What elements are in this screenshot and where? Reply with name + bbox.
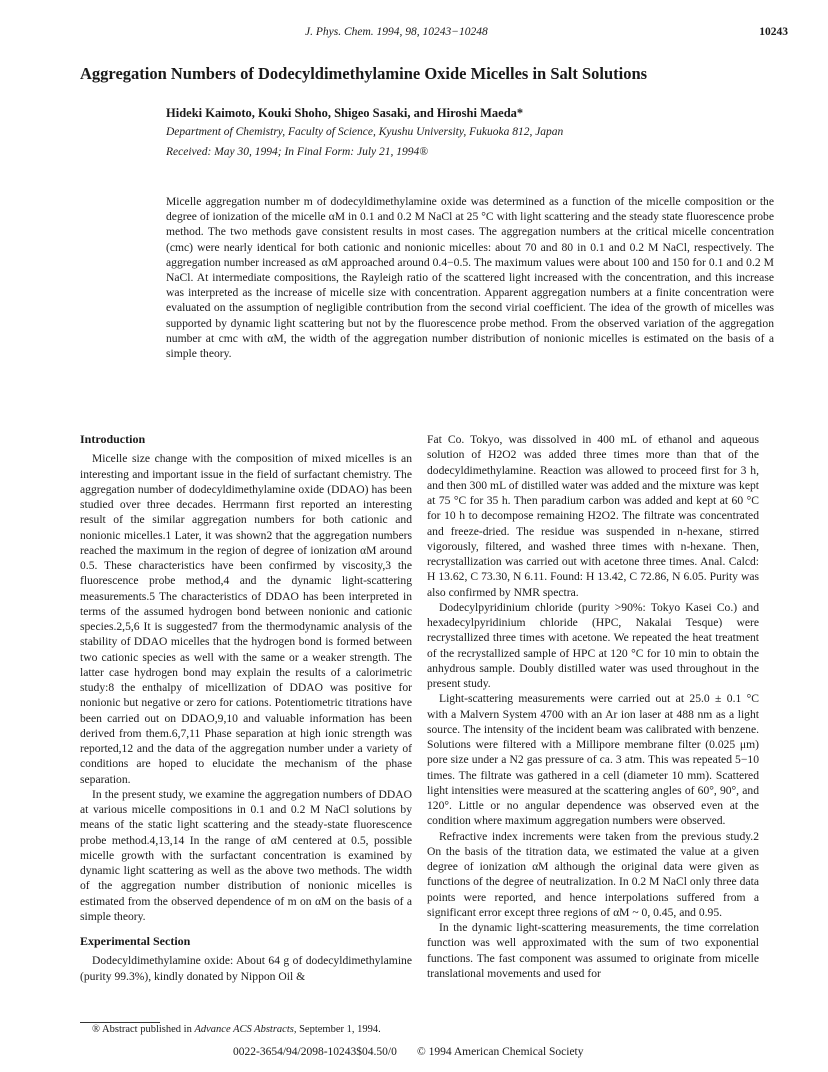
running-head (0, 26, 828, 42)
introduction-paragraph: Micelle size change with the composition of mixed micelles is an interesting and important issue in the field of surfactant chemistry. The aggregation number of dodecyldimethylamine oxide (DDAO) has been studied over three decades. Herrmann first reported an interesting result of the similar aggregation numbers for both cationic and nonionic micelles.1 Later, it was shown2 that the aggregation numbers reached the maximum in the region of degree of ionization αM around 0.5. These characteristics have been confirmed by viscosity,3 the fluorescence probe method,4 and the dynamic light-scattering measurements.5 The characteristics of DDAO has been interpreted in terms of the assumed hydrogen bond between nonionic and cationic species.2,5,6 It is suggested7 from the thermodynamic analysis of the stability of DDAO micelles that the hydrogen bond is formed between two cationic species as well with the same or a weaker strength. The latter case hydrogen bond may explain the results of a calorimetric study:8 the enthalpy of micellization of DDAO was positive for nonionic but negative or zero for cations. Potentiometric titrations have been carried out on DDAO,9,10 and valuable information has been derived from them.6,7,11 Phase separation at high ionic strength was reported,12 and the data of the aggregation number under a variety of conditions are hoped to elucidate the mechanism of the phase separation. (80, 452, 412, 786)
affiliation: Department of Chemistry, Faculty of Science, Kyushu University, Fukuoka 812, Japan (166, 126, 564, 138)
article-title: Aggregation Numbers of Dodecyldimethylamine Oxide Micelles in Salt Solutions (80, 64, 648, 83)
right-column (427, 432, 759, 981)
footnote (92, 1024, 381, 1035)
experimental-paragraph: Dodecyldimethylamine oxide: About 64 g of dodecyldimethylamine (purity 99.3%), kindly donated by Nippon Oil & (80, 954, 412, 983)
footnote-source: Advance ACS Abstracts, (194, 1024, 297, 1035)
experimental-paragraph: Light-scattering measurements were carried out at 25.0 ± 0.1 °C with a Malvern System 4700 with an Ar ion laser at 488 nm as a light source. The intensity of the incident beam was calibrated with benzene. Solutions were filtered with a Millipore membrane filter (0.025 μm) pore size under a N2 gas pressure of ca. 3 atm. This was repeated 5−10 times. The filtrate was gathered in a cell (diameter 10 mm). Scattered light intensities were measured at the scattering angles of 60°, 90°, and 120°. Little or no angular dependence was observed even at the condition where maximum aggregation numbers were observed. (427, 692, 759, 828)
introduction-paragraph: In the present study, we examine the aggregation numbers of DDAO at various micelle compositions in 0.1 and 0.2 M NaCl solutions by means of the static light scattering and the steady-state fluorescence probe method.4,13,14 In the range of αM centered at 0.5, possible micelle growth with the surfactant concentration is examined by dynamic light scattering as well as the above two methods. The width of the aggregation number distribution of nonionic micelles is estimated from the observed dependence of m on αM on the basis of a simple theory. (80, 787, 412, 923)
article-code: 0022-3654/94/2098-10243$04.50/0 (233, 1046, 397, 1058)
received-dates: Received: May 30, 1994; In Final Form: July 21, 1994® (166, 146, 428, 158)
footnote-divider (80, 1022, 160, 1023)
page-number: 10243 (759, 26, 788, 38)
author-list: Hideki Kaimoto, Kouki Shoho, Shigeo Sasaki, and Hiroshi Maeda* (166, 106, 524, 120)
introduction-heading: Introduction (80, 432, 146, 446)
copyright: © 1994 American Chemical Society (417, 1046, 584, 1058)
abstract: Micelle aggregation number m of dodecyldimethylamine oxide was determined as a function of the micelle composition or the degree of ionization of the micelle αM in 0.1 and 0.2 M NaCl at 25 °C with light scattering and the steady state fluorescence probe method. The two methods gave consistent results in most cases. The aggregation numbers at the critical micelle concentration (cmc) were nearly identical for both cationic and nonionic micelles: about 70 and 80 in 0.1 and 0.2 M NaCl, respectively. The aggregation number increased as αM approached around 0.4−0.5. The maximum values were about 100 and 150 for 0.1 and 0.2 M NaCl. At intermediate compositions, the Rayleigh ratio of the scattered light increased with the concentration, and this increase was interpreted as the increase of micelle size with concentration. Apparent aggregation numbers at a finite concentration were evaluated on the assumption of negligible contribution from the second virial coefficient. The idea of the growth of micelles was supported by dynamic light scattering but not by the fluorescence probe method. From the observed variation of the aggregation number at cmc with αM, the width of the aggregation number distribution of nonionic micelles is estimated on the basis of a simple theory. (166, 195, 774, 361)
experimental-paragraph: Dodecylpyridinium chloride (purity >90%: Tokyo Kasei Co.) and hexadecylpyridinium chloride (HPC, Nakalai Tesque) were recrystallized three times with acetone. We repeated the heat treatment of the recrystallized sample of HPC at 120 °C for 10 min to obtain the anhydrous sample. Doubly distilled water was used throughout in the present study. (427, 600, 759, 690)
footnote-text: Abstract published in (99, 1024, 195, 1035)
journal-citation: J. Phys. Chem. 1994, 98, 10243−10248 (305, 26, 488, 38)
left-column (80, 432, 412, 984)
experimental-heading: Experimental Section (80, 934, 191, 948)
experimental-paragraph: Fat Co. Tokyo, was dissolved in 400 mL of ethanol and aqueous solution of H2O2 was added three times more than that of the dodecyldimethylamine. Reaction was allowed to proceed first for 3 h, and then 300 mL of distilled water was added and the mixture was kept at 75 °C for 35 h. Then paradium carbon was added and kept at 60 °C for 10 h to decompose remaining H2O2. The filtrate was concentrated and freeze-dried. The residue was suspended in n-hexane, stirred vigorously, filtered, and washed three times with n-hexane. Then, recrystallization was carried out with acetone three times. Anal. Calcd: H 13.62, C 73.30, N 6.11. Found: H 13.42, C 72.86, N 6.05. Purity was also confirmed by NMR spectra. (427, 433, 759, 599)
experimental-paragraph: Refractive index increments were taken from the previous study.2 On the basis of the titration data, we estimated the value at a given degree of ionization αM although the original data were given as functions of the degree of neutralization. In 0.2 M NaCl only three data points were reported, and hence interpolations suffered from a significant error except three regions of αM ~ 0, 0.45, and 0.95. (427, 829, 759, 919)
experimental-paragraph: In the dynamic light-scattering measurements, the time correlation function was well approximated with the sum of two exponential functions. The fast component was assumed to originate from micelle translational movements and used for (427, 921, 759, 980)
footnote-mark: ® (92, 1024, 100, 1035)
footnote-date: September 1, 1994. (296, 1024, 381, 1035)
